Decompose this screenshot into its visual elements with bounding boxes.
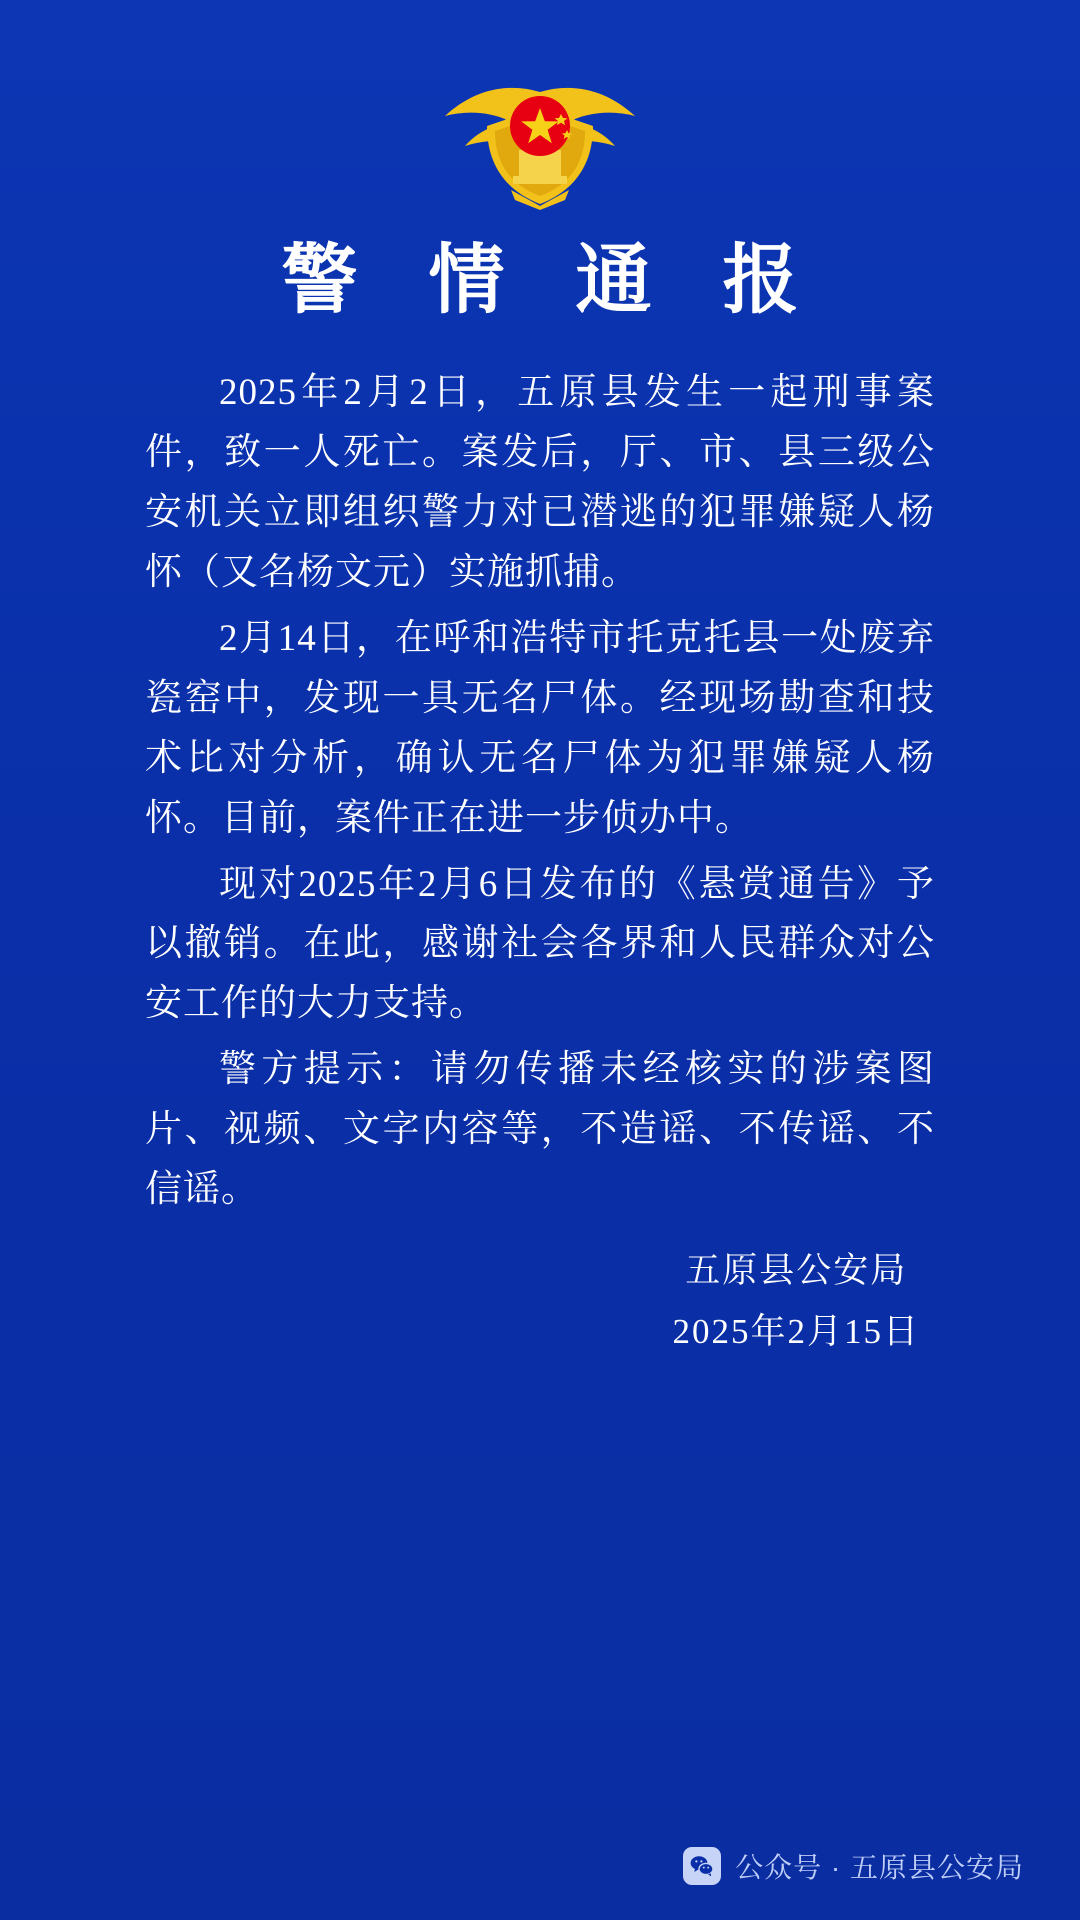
page-title: 警 情 通 报	[281, 239, 825, 323]
notice-paragraph-3: 现对2025年2月6日发布的《悬赏通告》予以撤销。在此，感谢社会各界和人民群众对公安工作的大力支持。	[145, 863, 935, 1025]
notice-paragraph-4: 警方提示：请勿传播未经核实的涉案图片、视频、文字内容等，不造谣、不传谣、不信谣。	[145, 1049, 935, 1211]
issue-date: 2025年2月15日	[672, 1312, 920, 1352]
notice-paragraph-2: 2月14日，在呼和浩特市托克托县一处废弃瓷窑中，发现一具无名尸体。经现场勘查和技术比对分析，确认无名尸体为犯罪嫌疑人杨怀。目前，案件正在进一步侦办中。	[145, 617, 935, 839]
notice-body	[145, 363, 935, 1226]
footer-text: 公众号 · 五原县公安局	[735, 1852, 1024, 1883]
notice-paragraph-1: 2025年2月2日，五原县发生一起刑事案件，致一人死亡。案发后，厅、市、县三级公安机关立即组织警力对已潜逃的犯罪嫌疑人杨怀（又名杨文元）实施抓捕。	[145, 372, 935, 593]
wechat-icon	[683, 1847, 721, 1885]
issuer-name: 五原县公安局	[685, 1251, 908, 1290]
footer-watermark	[683, 1846, 1024, 1886]
signature-block	[672, 1240, 920, 1363]
police-badge-icon	[410, 62, 670, 212]
